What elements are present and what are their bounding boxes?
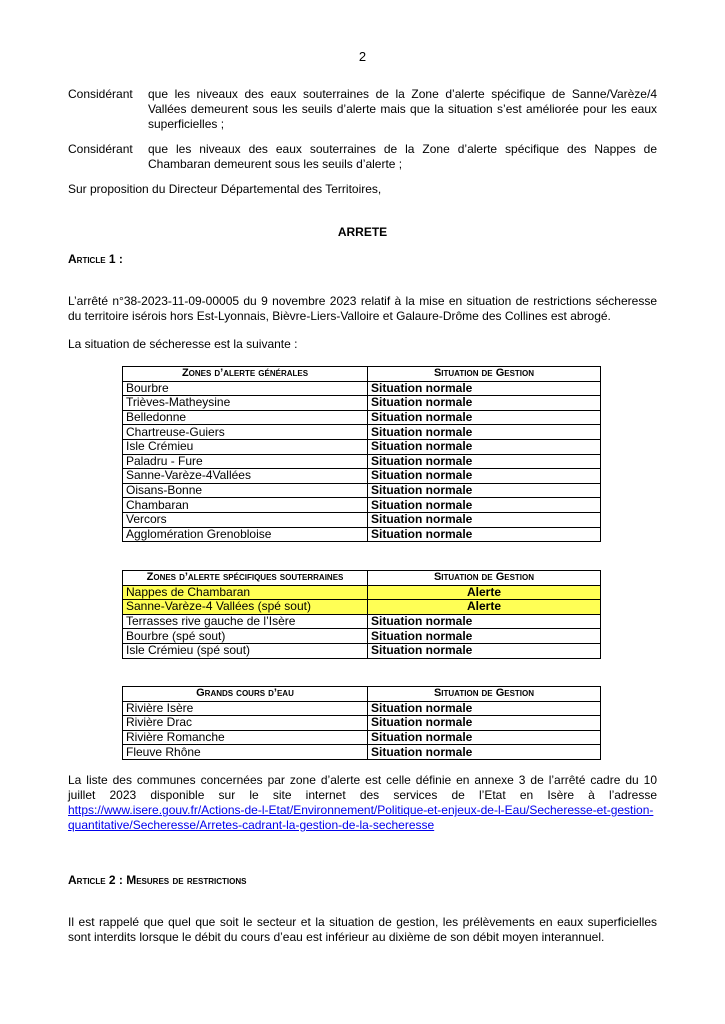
header-zone: Zones d’alerte générales	[123, 367, 368, 382]
table-row	[123, 585, 601, 600]
table-row	[123, 745, 601, 760]
table-row	[123, 396, 601, 411]
zone-cell: Fleuve Rhône	[123, 745, 368, 760]
zone-cell: Oisans-Bonne	[123, 483, 368, 498]
header-situation: Situation de Gestion	[368, 367, 601, 382]
table-row	[123, 425, 601, 440]
situation-cell: Situation normale	[368, 512, 601, 527]
table-row	[123, 410, 601, 425]
zone-cell: Nappes de Chambaran	[123, 585, 368, 600]
table-row	[123, 527, 601, 542]
situation-cell: Situation normale	[368, 716, 601, 731]
situation-cell: Situation normale	[368, 730, 601, 745]
article-2-heading: Article 2 : Mesures de restrictions	[68, 873, 247, 887]
zone-cell: Sanne-Varèze-4Vallées	[123, 469, 368, 484]
situation-cell: Alerte	[368, 585, 601, 600]
table-header-row	[123, 687, 601, 702]
considerant-2	[68, 142, 657, 172]
article-2-text: Il est rappelé que quel que soit le secteur et la situation de gestion, les prélèvements en eaux superficielles sont interdits lorsque le débit du cours d’eau est inférieur au dixième de son débit moyen interannuel.	[68, 915, 657, 944]
zones-generales-table	[122, 366, 601, 542]
situation-cell: Situation normale	[368, 396, 601, 411]
situation-cell: Situation normale	[368, 498, 601, 513]
table-row	[123, 716, 601, 731]
zone-cell: Isle Crémieu	[123, 439, 368, 454]
situation-intro: La situation de sécheresse est la suivante :	[68, 337, 298, 351]
table-row	[123, 381, 601, 396]
zone-cell: Belledonne	[123, 410, 368, 425]
situation-cell: Situation normale	[368, 439, 601, 454]
table-row	[123, 643, 601, 658]
table-row	[123, 439, 601, 454]
communes-text: La liste des communes concernées par zone d’alerte est celle définie en annexe 3 de l’arrêté cadre du 10 juillet 2023 disponible sur le site internet des services de l’Etat en Isère à l’adresse	[68, 773, 657, 802]
table-header-row	[123, 571, 601, 586]
article-1-heading: Article 1 :	[68, 252, 123, 266]
zone-cell: Chartreuse-Guiers	[123, 425, 368, 440]
situation-cell: Situation normale	[368, 425, 601, 440]
zone-cell: Isle Crémieu (spé sout)	[123, 643, 368, 658]
situation-cell: Situation normale	[368, 643, 601, 658]
considerant-label: Considérant	[68, 142, 133, 156]
table-row	[123, 454, 601, 469]
table-row	[123, 701, 601, 716]
situation-cell: Situation normale	[368, 701, 601, 716]
situation-cell: Situation normale	[368, 469, 601, 484]
table-header-row	[123, 367, 601, 382]
table-row	[123, 730, 601, 745]
table-row	[123, 469, 601, 484]
situation-cell: Situation normale	[368, 381, 601, 396]
zone-cell: Agglomération Grenobloise	[123, 527, 368, 542]
situation-cell: Situation normale	[368, 483, 601, 498]
zone-cell: Rivière Drac	[123, 716, 368, 731]
considerant-text: que les niveaux des eaux souterraines de la Zone d’alerte spécifique de Sanne/Varèze/4 Vallées demeurent sous les seuils d’alerte mais que la situation s’est améliorée pour les eaux superficielles ;	[148, 87, 657, 131]
zone-cell: Vercors	[123, 512, 368, 527]
table-row	[123, 600, 601, 615]
proposition-text: Sur proposition du Directeur Départemental des Territoires,	[68, 182, 382, 196]
header-situation: Situation de Gestion	[368, 571, 601, 586]
considerant-label: Considérant	[68, 87, 133, 101]
header-situation: Situation de Gestion	[368, 687, 601, 702]
zone-cell: Rivière Romanche	[123, 730, 368, 745]
situation-cell: Situation normale	[368, 410, 601, 425]
zone-cell: Bourbre (spé sout)	[123, 629, 368, 644]
situation-cell: Situation normale	[368, 629, 601, 644]
situation-cell: Situation normale	[368, 454, 601, 469]
zones-specifiques-table	[122, 570, 601, 659]
zone-cell: Trièves-Matheysine	[123, 396, 368, 411]
page-number: 2	[358, 49, 367, 64]
table-row	[123, 512, 601, 527]
considerant-1	[68, 87, 657, 132]
article-1-text: L’arrêté n°38-2023-11-09-00005 du 9 novembre 2023 relatif à la mise en situation de restrictions sécheresse du territoire isérois hors Est-Lyonnais, Bièvre-Liers-Valloire et Galaure-Drôme des Collines est abrogé.	[68, 294, 657, 323]
table-row	[123, 614, 601, 629]
zone-cell: Paladru - Fure	[123, 454, 368, 469]
header-zone: Grands cours d’eau	[123, 687, 368, 702]
situation-cell: Situation normale	[368, 614, 601, 629]
considerant-text: que les niveaux des eaux souterraines de la Zone d’alerte spécifique des Nappes de Chambaran demeurent sous les seuils d’alerte ;	[148, 142, 657, 171]
zone-cell: Bourbre	[123, 381, 368, 396]
grands-cours-table	[122, 686, 601, 760]
header-zone: Zones d’alerte spécifiques souterraines	[123, 571, 368, 586]
situation-cell: Situation normale	[368, 745, 601, 760]
communes-paragraph	[68, 773, 657, 833]
table-row	[123, 483, 601, 498]
situation-cell: Situation normale	[368, 527, 601, 542]
zone-cell: Terrasses rive gauche de l’Isère	[123, 614, 368, 629]
table-row	[123, 629, 601, 644]
table-row	[123, 498, 601, 513]
arrete-title: ARRETE	[337, 225, 388, 239]
zone-cell: Rivière Isère	[123, 701, 368, 716]
communes-link[interactable]: https://www.isere.gouv.fr/Actions-de-l-Etat/Environnement/Politique-et-enjeux-de-l-Eau/Secheresse-et-gestion-quantitative/Secheresse/Arretes-cadrant-la-gestion-de-la-secheresse	[68, 803, 654, 832]
zone-cell: Chambaran	[123, 498, 368, 513]
zone-cell: Sanne-Varèze-4 Vallées (spé sout)	[123, 600, 368, 615]
situation-cell: Alerte	[368, 600, 601, 615]
